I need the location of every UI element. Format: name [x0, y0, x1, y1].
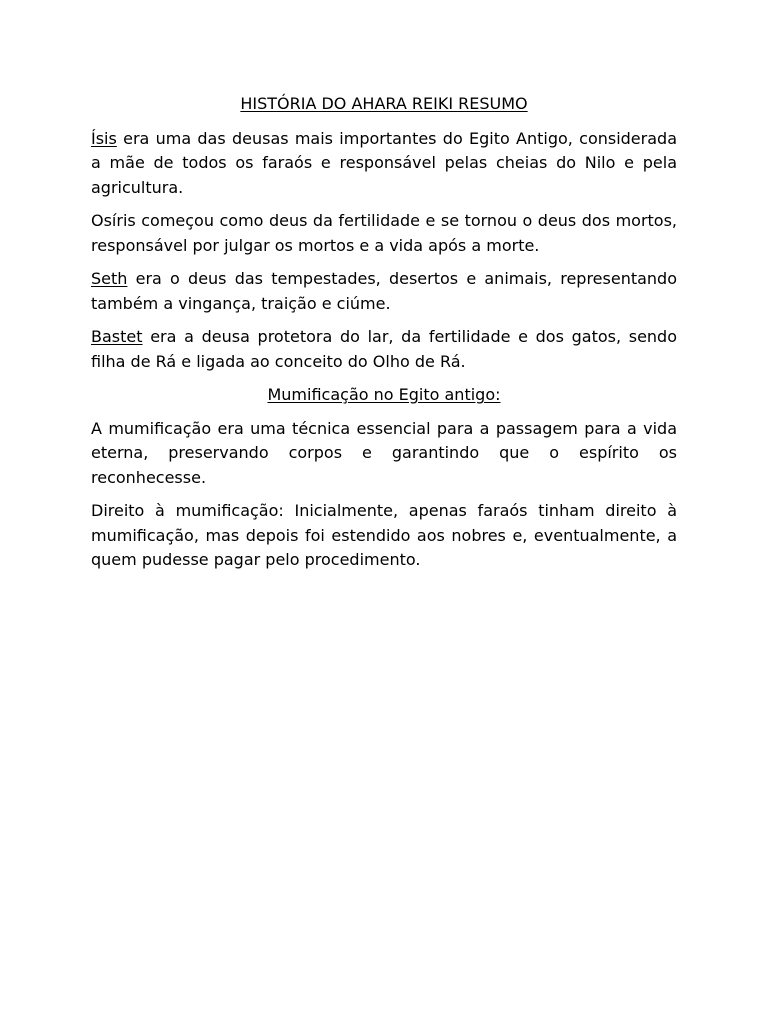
paragraph-direito: [91, 499, 677, 573]
paragraph-bastet: [91, 325, 677, 374]
paragraph-osiris-text: Osíris começou como deus da fertilidade e se tornou o deus dos mortos, responsável por julgar os mortos e a vida após a morte.: [91, 211, 677, 255]
paragraph-bastet-text: era a deusa protetora do lar, da fertilidade e dos gatos, sendo filha de Rá e ligada ao conceito do Olho de Rá.: [91, 327, 677, 371]
paragraph-isis: [91, 127, 677, 201]
document-title-text: HISTÓRIA DO AHARA REIKI RESUMO: [240, 94, 528, 113]
paragraph-mumificacao-text: A mumificação era uma técnica essencial para a passagem para a vida eterna, preservando corpos e garantindo que o espírito os reconhecesse.: [91, 418, 677, 487]
section-subtitle-text: Mumificação no Egito antigo:: [267, 385, 501, 404]
paragraph-direito-text: Direito à mumificação: Inicialmente, apenas faraós tinham direito à mumificação, mas depois foi estendido aos nobres e, eventualmente, a quem pudesse pagar pelo procedimento.: [91, 501, 677, 569]
paragraph-seth: [91, 267, 677, 316]
document-title: [91, 92, 677, 117]
section-subtitle: [91, 383, 677, 408]
paragraph-seth-lead: Seth: [91, 269, 128, 288]
paragraph-isis-text: era uma das deusas mais importantes do Egito Antigo, considerada a mãe de todos os faraós e responsável pelas cheias do Nilo e pela agricultura.: [91, 128, 677, 197]
paragraph-osiris: [91, 209, 677, 258]
document-page: [91, 92, 677, 582]
paragraph-isis-lead: Ísis: [91, 128, 117, 148]
paragraph-mumificacao: [91, 417, 677, 491]
paragraph-bastet-lead: Bastet: [91, 327, 143, 346]
paragraph-seth-text: era o deus das tempestades, desertos e animais, representando também a vingança, traição e ciúme.: [91, 269, 677, 313]
